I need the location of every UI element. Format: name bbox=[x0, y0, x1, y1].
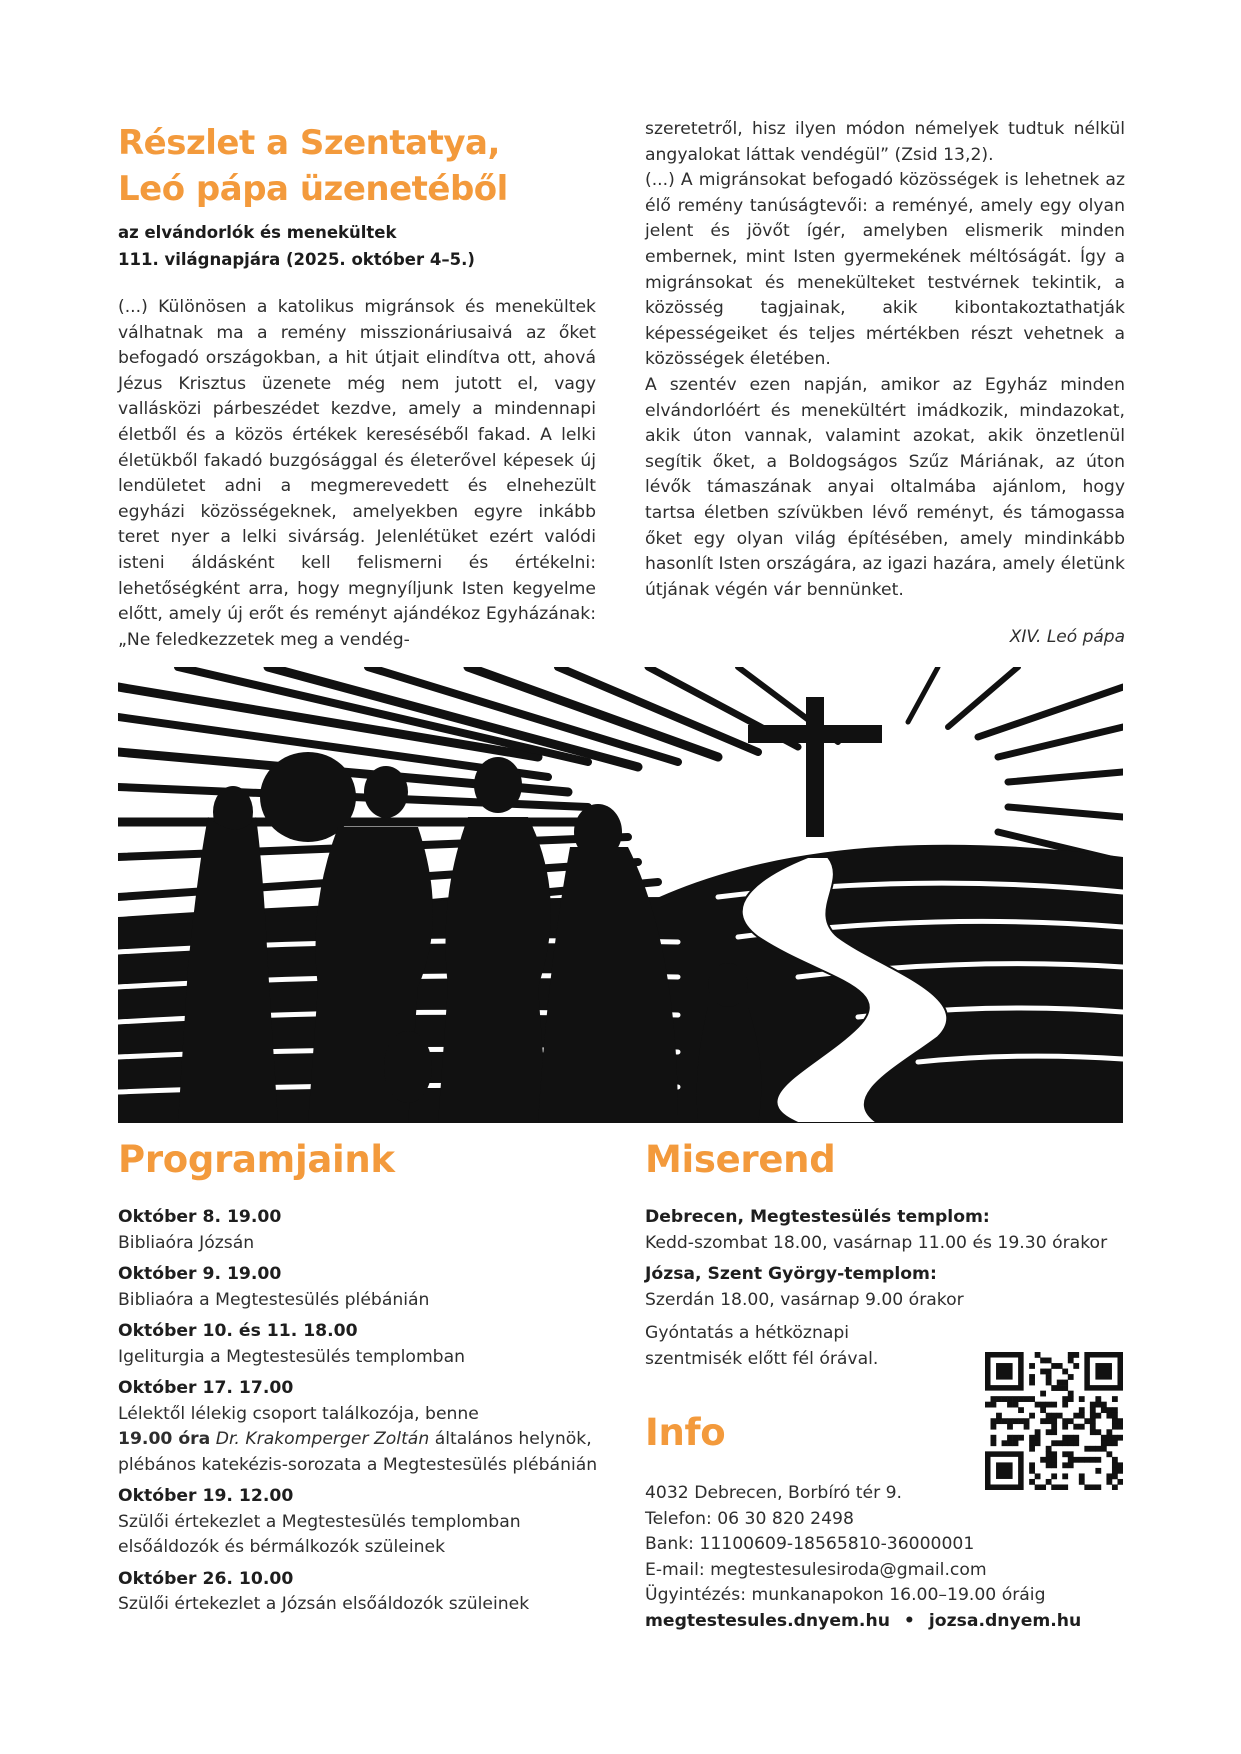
qr-module bbox=[1106, 1413, 1112, 1419]
qr-module bbox=[1101, 1446, 1107, 1452]
qr-module bbox=[1002, 1440, 1008, 1446]
program-desc-pre: Lélektől lélekig csoport találkozója, benne bbox=[118, 1403, 479, 1424]
qr-module bbox=[1046, 1429, 1052, 1435]
program-date: Október 10. és 11. 18.00 bbox=[118, 1321, 358, 1341]
qr-module bbox=[1040, 1457, 1046, 1463]
qr-module bbox=[1051, 1424, 1057, 1430]
qr-module bbox=[1117, 1418, 1123, 1424]
qr-module bbox=[1062, 1435, 1068, 1441]
program-date: Október 9. 19.00 bbox=[118, 1264, 282, 1284]
qr-module bbox=[1090, 1413, 1096, 1419]
qr-module bbox=[1051, 1473, 1057, 1479]
qr-module bbox=[1040, 1407, 1046, 1413]
bank-account: Bank: 11100609-18565810-36000001 bbox=[645, 1534, 975, 1555]
qr-module bbox=[1112, 1396, 1118, 1402]
qr-module bbox=[1035, 1473, 1041, 1479]
program-date: Október 26. 10.00 bbox=[118, 1568, 294, 1589]
qr-module bbox=[1106, 1440, 1112, 1446]
qr-module bbox=[1062, 1462, 1068, 1468]
qr-module bbox=[1018, 1435, 1024, 1441]
qr-module bbox=[1002, 1396, 1008, 1402]
mass-schedule-heading: Miserend bbox=[645, 1138, 836, 1181]
qr-module bbox=[1051, 1457, 1057, 1463]
qr-module bbox=[1112, 1407, 1118, 1413]
program-desc-post: általános helynök, plébános katekézis-sorozata a Megtestesülés plébánián bbox=[118, 1429, 598, 1475]
qr-module bbox=[1068, 1440, 1074, 1446]
qr-module bbox=[1062, 1440, 1068, 1446]
qr-module bbox=[1095, 1402, 1101, 1408]
qr-module bbox=[1029, 1380, 1035, 1386]
qr-module bbox=[1018, 1418, 1024, 1424]
qr-module bbox=[1073, 1440, 1079, 1446]
qr-module bbox=[1084, 1446, 1090, 1452]
qr-module bbox=[1068, 1451, 1074, 1457]
article-paragraph: (...) A migránsokat befogadó közösségek is lehetnek az élő remény tanúságtevői: a reményé, amely egy olyan jelent és jövőt ígér, amelyben elismerik minden embernek, mint Isten gyermekének méltóságát. Így a migránsokat és menekülteket testvérnek tekintik, a közösség tagjainak, akik kibontakoztathatják képességeiket és teljes mértékben részt vehetnek a közösségek életében. bbox=[645, 170, 1125, 370]
qr-module bbox=[1068, 1435, 1074, 1441]
qr-module bbox=[1106, 1407, 1112, 1413]
qr-module bbox=[1068, 1358, 1074, 1364]
qr-module bbox=[996, 1418, 1002, 1424]
qr-module bbox=[1112, 1473, 1118, 1479]
program-item bbox=[118, 1205, 618, 1256]
qr-module bbox=[1112, 1424, 1118, 1430]
websites bbox=[645, 1609, 1135, 1635]
qr-module bbox=[1068, 1374, 1074, 1380]
phone[interactable]: Telefon: 06 30 820 2498 bbox=[645, 1508, 854, 1529]
qr-module bbox=[1035, 1435, 1041, 1441]
qr-module bbox=[1073, 1424, 1079, 1430]
qr-module bbox=[1046, 1446, 1052, 1452]
program-item bbox=[118, 1484, 618, 1561]
qr-module bbox=[1062, 1385, 1068, 1391]
qr-module bbox=[1007, 1396, 1013, 1402]
program-item bbox=[118, 1262, 618, 1313]
article-title bbox=[118, 120, 618, 212]
qr-module bbox=[1090, 1446, 1096, 1452]
qr-module bbox=[1084, 1418, 1090, 1424]
qr-module bbox=[1062, 1473, 1068, 1479]
qr-module bbox=[1101, 1402, 1107, 1408]
qr-module bbox=[1079, 1424, 1085, 1430]
qr-module bbox=[1002, 1418, 1008, 1424]
qr-module bbox=[1090, 1457, 1096, 1463]
qr-module bbox=[1079, 1473, 1085, 1479]
qr-module bbox=[1062, 1396, 1068, 1402]
qr-module bbox=[1068, 1457, 1074, 1463]
migrants-woodcut-illustration bbox=[118, 667, 1123, 1123]
qr-module bbox=[1073, 1363, 1079, 1369]
website-link[interactable]: jozsa.dnyem.hu bbox=[928, 1610, 1082, 1631]
program-date: Október 17. 17.00 bbox=[118, 1378, 294, 1398]
qr-module bbox=[1117, 1435, 1123, 1441]
article-paragraph: A szentév ezen napján, amikor az Egyház minden elvándorlóért és menekültért imádkozik, mindazokat, akik úton vannak, valamint azokat, akik önzetlenül segítik őket, a Boldogságos Szűz Máriának, az úton lévők támaszának anyai oltalmába ajánlom, hogy tartsa életben szívükben lévő reményt, és támogassa őket egy olyan világ építésében, amely mindinkább hasonlít Isten országára, az igazi hazára, amely életünk útjának végén vár bennünket. bbox=[645, 374, 1125, 600]
qr-module bbox=[1073, 1435, 1079, 1441]
qr-module bbox=[1095, 1468, 1101, 1474]
qr-module bbox=[1079, 1396, 1085, 1402]
qr-module bbox=[1007, 1435, 1013, 1441]
qr-module bbox=[1112, 1418, 1118, 1424]
qr-module bbox=[1013, 1435, 1019, 1441]
qr-module bbox=[1068, 1352, 1074, 1358]
qr-module bbox=[1095, 1363, 1112, 1380]
program-description: Szülői értekezlet a Megtestesülés templomban elsőáldozók és bérmálkozók szüleinek bbox=[118, 1511, 521, 1557]
qr-module bbox=[1040, 1391, 1046, 1397]
qr-module bbox=[1079, 1407, 1085, 1413]
qr-module bbox=[1068, 1462, 1074, 1468]
qr-module bbox=[1106, 1451, 1112, 1457]
programs-list bbox=[118, 1205, 618, 1624]
qr-module bbox=[991, 1418, 997, 1424]
qr-module bbox=[1046, 1380, 1052, 1386]
qr-module bbox=[1090, 1424, 1096, 1430]
qr-module bbox=[1024, 1396, 1030, 1402]
qr-module bbox=[1090, 1418, 1096, 1424]
qr-module bbox=[1046, 1358, 1052, 1364]
article-paragraph: (...) Különösen a katolikus migránsok és menekültek válhatnak ma a remény misszionáriusaivá az őket befogadó országokban, a hit útjait elindítva ott, ahová Jézus Krisztus üzenete még nem jutott el, vagy vallásközi párbeszédet kezdve, amely a mindennapi életből és a közös értékek kereséséből fakad. A lelki életükből fakadó buzgósággal és életerővel képesek új lendületet adni a megmerevedett és elnehezült egyházi közösségeknek, amelyekben egyre inkább teret nyer a lelki sivárság. Jelenlétüket ezért valódi isteni áldásként kell felismerni és értékelni: lehetőségként arra, hogy megnyíljunk Isten kegyelme előtt, amely új erőt és reményt ajándékoz Egyházának: „Ne feledkezzetek meg a vendég- bbox=[118, 297, 596, 650]
qr-module bbox=[1040, 1418, 1046, 1424]
mass-times: Kedd-szombat 18.00, vasárnap 11.00 és 19.30 órakor bbox=[645, 1232, 1108, 1253]
qr-module bbox=[1029, 1468, 1035, 1474]
qr-module bbox=[1029, 1413, 1035, 1419]
qr-module bbox=[1046, 1418, 1052, 1424]
qr-module bbox=[1106, 1435, 1112, 1441]
qr-module bbox=[1062, 1418, 1068, 1424]
qr-module bbox=[996, 1363, 1013, 1380]
qr-module bbox=[1046, 1462, 1052, 1468]
qr-module bbox=[1117, 1462, 1123, 1468]
qr-module bbox=[991, 1435, 997, 1441]
qr-module bbox=[1073, 1352, 1079, 1358]
qr-module bbox=[1040, 1358, 1046, 1364]
qr-module bbox=[1112, 1457, 1118, 1463]
subtitle-line-2: 111. világnapjára (2025. október 4–5.) bbox=[118, 250, 475, 269]
qr-module bbox=[1029, 1435, 1035, 1441]
qr-code-image bbox=[985, 1352, 1123, 1490]
qr-module bbox=[1051, 1418, 1057, 1424]
program-date: Október 19. 12.00 bbox=[118, 1486, 294, 1506]
qr-module bbox=[1079, 1413, 1085, 1419]
qr-module bbox=[1057, 1363, 1063, 1369]
qr-module bbox=[1112, 1462, 1118, 1468]
qr-module bbox=[1095, 1396, 1101, 1402]
qr-module bbox=[996, 1396, 1002, 1402]
qr-module bbox=[1051, 1429, 1057, 1435]
office-hours: Ügyintézés: munkanapokon 16.00–19.00 óráig bbox=[645, 1585, 1046, 1606]
program-item bbox=[118, 1567, 618, 1618]
article-right-column bbox=[645, 117, 1125, 603]
qr-module bbox=[1084, 1457, 1090, 1463]
qr-module bbox=[1095, 1457, 1101, 1463]
qr-module bbox=[1090, 1402, 1096, 1408]
qr-module bbox=[1046, 1402, 1052, 1408]
church-name: Debrecen, Megtestesülés templom: bbox=[645, 1207, 990, 1227]
qr-module bbox=[1024, 1418, 1030, 1424]
mass-block bbox=[645, 1262, 1125, 1313]
qr-module bbox=[1007, 1402, 1013, 1408]
program-date: Október 8. 19.00 bbox=[118, 1207, 282, 1227]
qr-module bbox=[1112, 1413, 1118, 1419]
title-line-1: Részlet a Szentatya, bbox=[118, 123, 500, 163]
qr-module bbox=[1101, 1435, 1107, 1441]
qr-module bbox=[1057, 1413, 1063, 1419]
qr-module bbox=[1051, 1440, 1057, 1446]
qr-module bbox=[1046, 1413, 1052, 1419]
article-subtitle bbox=[118, 219, 618, 273]
qr-module bbox=[1024, 1424, 1030, 1430]
qr-module bbox=[991, 1396, 997, 1402]
qr-module bbox=[1057, 1385, 1063, 1391]
qr-module bbox=[1112, 1468, 1118, 1474]
qr-module bbox=[1117, 1468, 1123, 1474]
address: 4032 Debrecen, Borbíró tér 9. bbox=[645, 1483, 902, 1503]
qr-module bbox=[1046, 1369, 1052, 1375]
qr-module bbox=[1046, 1457, 1052, 1463]
qr-module bbox=[1007, 1424, 1013, 1430]
qr-module bbox=[1013, 1418, 1019, 1424]
qr-module bbox=[1013, 1396, 1019, 1402]
qr-module bbox=[1106, 1473, 1112, 1479]
program-description: Igeliturgia a Megtestesülés templomban bbox=[118, 1346, 466, 1367]
cross-horizontal bbox=[748, 725, 882, 743]
qr-module bbox=[1013, 1440, 1019, 1446]
qr-module bbox=[1101, 1407, 1107, 1413]
program-description bbox=[118, 1402, 618, 1479]
qr-module bbox=[985, 1402, 991, 1408]
qr-module bbox=[1062, 1380, 1068, 1386]
article-paragraph: szeretetről, hisz ilyen módon némelyek tudtuk nélkül angyalokat láttak vendégül” (Zsid 13,2). bbox=[645, 119, 1125, 165]
separator: • bbox=[903, 1610, 915, 1631]
qr-module bbox=[1073, 1457, 1079, 1463]
confession-line: szentmisék előtt fél órával. bbox=[645, 1348, 879, 1369]
qr-module bbox=[1112, 1435, 1118, 1441]
program-item bbox=[118, 1319, 618, 1370]
qr-module bbox=[991, 1424, 997, 1430]
church-name: Józsa, Szent György-templom: bbox=[645, 1264, 937, 1284]
qr-module bbox=[1040, 1402, 1046, 1408]
qr-module bbox=[1051, 1385, 1057, 1391]
info-heading: Info bbox=[645, 1411, 726, 1454]
qr-module bbox=[1090, 1407, 1096, 1413]
article-left-column bbox=[118, 295, 596, 653]
qr-module bbox=[996, 1413, 1002, 1419]
qr-module bbox=[1035, 1429, 1041, 1435]
program-item bbox=[118, 1376, 618, 1478]
qr-module bbox=[1051, 1402, 1057, 1408]
qr-module bbox=[1068, 1418, 1074, 1424]
qr-module bbox=[1018, 1396, 1024, 1402]
qr-module bbox=[1040, 1369, 1046, 1375]
program-description: Bibliaóra a Megtestesülés plébánián bbox=[118, 1289, 430, 1310]
qr-module bbox=[1046, 1451, 1052, 1457]
mass-block bbox=[645, 1205, 1125, 1256]
signature: XIV. Leó pápa bbox=[1009, 627, 1125, 647]
qr-module bbox=[1068, 1396, 1074, 1402]
qr-module bbox=[1035, 1402, 1041, 1408]
confession-line: Gyóntatás a hétköznapi bbox=[645, 1323, 850, 1343]
qr-module bbox=[1062, 1369, 1068, 1375]
qr-module bbox=[1117, 1424, 1123, 1430]
program-time-bold: 19.00 óra bbox=[118, 1429, 211, 1449]
program-description: Szülői értekezlet a Józsán elsőáldozók szüleinek bbox=[118, 1594, 530, 1614]
qr-module bbox=[1029, 1374, 1035, 1380]
title-line-2: Leó pápa üzenetéből bbox=[118, 169, 508, 209]
qr-module bbox=[1073, 1413, 1079, 1419]
qr-module bbox=[1095, 1446, 1101, 1452]
qr-module bbox=[1068, 1391, 1074, 1397]
mass-schedule bbox=[645, 1205, 1125, 1372]
qr-module bbox=[1051, 1451, 1057, 1457]
qr-module bbox=[1079, 1457, 1085, 1463]
qr-module bbox=[1051, 1413, 1057, 1419]
qr-module bbox=[991, 1402, 997, 1408]
program-speaker: Dr. Krakomperger Zoltán bbox=[215, 1429, 430, 1449]
qr-module bbox=[1090, 1429, 1096, 1435]
qr-module bbox=[1106, 1429, 1112, 1435]
qr-module bbox=[1095, 1413, 1101, 1419]
qr-module bbox=[1029, 1446, 1035, 1452]
qr-module bbox=[1029, 1363, 1035, 1369]
email[interactable]: E-mail: megtestesulesiroda@gmail.com bbox=[645, 1559, 987, 1580]
contact-info bbox=[645, 1481, 1135, 1635]
qr-module bbox=[1007, 1440, 1013, 1446]
qr-module bbox=[1029, 1396, 1035, 1402]
cross-vertical bbox=[806, 697, 824, 837]
qr-module bbox=[1035, 1352, 1041, 1358]
qr-module bbox=[991, 1440, 997, 1446]
qr-module bbox=[1018, 1407, 1024, 1413]
qr-code[interactable] bbox=[985, 1352, 1123, 1490]
qr-module bbox=[1057, 1440, 1063, 1446]
qr-module bbox=[1062, 1424, 1068, 1430]
qr-module bbox=[1029, 1462, 1035, 1468]
qr-module bbox=[1112, 1440, 1118, 1446]
qr-module bbox=[1062, 1451, 1068, 1457]
website-link[interactable]: megtestesules.dnyem.hu bbox=[645, 1610, 890, 1631]
program-description: Bibliaóra Józsán bbox=[118, 1232, 255, 1253]
qr-module bbox=[1046, 1374, 1052, 1380]
qr-module bbox=[1095, 1429, 1101, 1435]
qr-module bbox=[1007, 1418, 1013, 1424]
qr-module bbox=[1051, 1462, 1057, 1468]
programs-heading: Programjaink bbox=[118, 1138, 395, 1181]
qr-module bbox=[1013, 1402, 1019, 1408]
qr-module bbox=[1051, 1363, 1057, 1369]
mass-times: Szerdán 18.00, vasárnap 9.00 órakor bbox=[645, 1289, 964, 1310]
qr-module bbox=[1062, 1402, 1068, 1408]
qr-module bbox=[1029, 1440, 1035, 1446]
subtitle-line-1: az elvándorlók és menekültek bbox=[118, 223, 397, 242]
qr-module bbox=[996, 1462, 1013, 1479]
qr-module bbox=[1101, 1440, 1107, 1446]
qr-module bbox=[1057, 1380, 1063, 1386]
illustration-svg bbox=[118, 667, 1123, 1123]
qr-module bbox=[1035, 1440, 1041, 1446]
